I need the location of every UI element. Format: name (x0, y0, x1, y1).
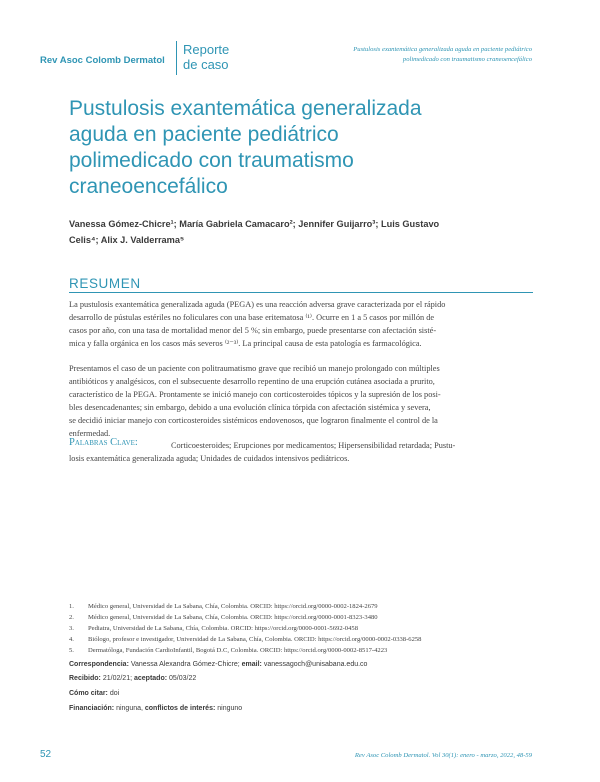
abstract-line: Presentamos el caso de un paciente con politraumatismo grave que recibió un manejo prolongado con múltiples (69, 364, 440, 373)
how-to-cite (69, 690, 119, 697)
keywords-line: Corticoesteroides; Erupciones por medicamentos; Hipersensibilidad retardada; Pustu- (171, 441, 456, 450)
correspondence-name: Vanessa Alexandra Gómez-Chicre; (130, 661, 240, 668)
page-number: 52 (40, 749, 52, 760)
funding (69, 705, 242, 712)
abstract-line: se decidió iniciar manejo con corticosteroides sistémicos endovenosos, que lograron finalmente el control de la (69, 416, 438, 425)
correspondence-label: Correspondencia: (69, 661, 129, 668)
footnote-number: 4. (69, 636, 74, 643)
footnote-number: 5. (69, 647, 74, 654)
article-type-line1: Reporte (183, 42, 230, 57)
authors-line: Celis⁴; Alix J. Valderrama⁵ (69, 235, 185, 245)
accepted-date: 05/03/22 (169, 675, 197, 682)
footnote-number: 1. (69, 603, 74, 610)
footnote-text: Dermatóloga, Fundación CardioInfantil, Bogotá D.C, Colombia. ORCID: https://orcid.org/0000-0002-8517-4223 (88, 647, 388, 654)
email-label: email: (241, 661, 262, 668)
abstract-line: antibióticos y analgésicos, con el subsecuente desarrollo repentino de una erupción cutánea asociada a prurito, (69, 377, 435, 386)
header-divider (176, 41, 177, 75)
abstract-heading: RESUMEN (69, 276, 141, 291)
funding-value: ninguna, (116, 705, 143, 712)
abstract-rule (69, 292, 533, 293)
keywords-line: losis exantemática generalizada aguda; Unidades de cuidados intensivos pediátricos. (69, 454, 350, 463)
keywords-label: Palabras Clave: (69, 437, 138, 448)
article-type-line2: de caso (183, 57, 229, 72)
running-title-line1: Pustulosis exantemática generalizada aguda en paciente pediátrico (353, 46, 532, 53)
cite-value: doi (109, 690, 120, 697)
abstract-line: casos por año, con una tasa de mortalidad menor del 5 %; sin embargo, puede presentarse con afectación sisté- (69, 326, 437, 335)
abstract-line: mica y falla orgánica en los casos más severos ⁽²⁻³⁾. La principal causa de esta patología es farmacológica. (69, 339, 422, 348)
abstract-line: desarrollo de pústulas estériles no foliculares con una base eritematosa ⁽¹⁾. Ocurre en 1 a 5 casos por millón de (69, 313, 435, 322)
article-title-line: craneoencefálico (69, 175, 228, 198)
footnote-text: Médico general, Universidad de La Sabana, Chía, Colombia. ORCID: https://orcid.org/0000-0001-8323-3480 (88, 614, 378, 621)
cite-label: Cómo citar: (69, 690, 108, 697)
conflicts-value: ninguno (217, 705, 243, 712)
footnote-number: 3. (69, 625, 74, 632)
abstract-line: bles desencadenantes; sin embargo, debido a una evolución clínica tórpida con afectación sistémica y severa, (69, 403, 431, 412)
footnote-text: Médico general, Universidad de La Sabana, Chía, Colombia. ORCID: https://orcid.org/0000-0002-1824-2679 (88, 603, 378, 610)
accepted-label: aceptado: (134, 675, 168, 682)
email-link[interactable]: vanessagoch@unisabana.edu.co (263, 661, 368, 668)
footnote-number: 2. (69, 614, 74, 621)
running-title-line2: polimedicado con traumatismo craneoencefálico (402, 56, 532, 63)
footnote-text: Pediatra, Universidad de La Sabana, Chía, Colombia. ORCID: https://orcid.org/0000-0001-5692-0458 (88, 625, 358, 632)
correspondence (69, 661, 367, 668)
abstract-line: característico de la PEGA. Prontamente se inició manejo con corticosteroides tópicos y la supresión de los posi- (69, 390, 441, 399)
abstract-line: La pustulosis exantemática generalizada aguda (PEGA) es una reacción adversa grave caracterizada por el rápido (69, 300, 446, 309)
article-title-line: aguda en paciente pediátrico (69, 123, 339, 146)
conflicts-label: conflictos de interés: (144, 705, 216, 712)
footer-citation: Rev Asoc Colomb Dermatol. Vol 30(1): enero - marzo, 2022, 48-59 (354, 752, 532, 759)
journal-name: Rev Asoc Colomb Dermatol (40, 55, 165, 66)
article-title-line: Pustulosis exantemática generalizada (69, 97, 422, 120)
received-label: Recibido: (69, 675, 101, 682)
abstract-line: enfermedad. (69, 429, 111, 438)
dates (69, 675, 196, 682)
authors-line: Vanessa Gómez-Chicre¹; María Gabriela Camacaro²; Jennifer Guijarro³; Luis Gustavo (69, 219, 440, 229)
article-title-line: polimedicado con traumatismo (69, 149, 354, 172)
footnote-text: Biólogo, profesor e investigador, Universidad de La Sabana, Chía, Colombia. ORCID: https://orcid.org/0000-0002-0338-6258 (88, 636, 422, 643)
received-date: 21/02/21; (102, 675, 133, 682)
funding-label: Financiación: (69, 705, 115, 712)
